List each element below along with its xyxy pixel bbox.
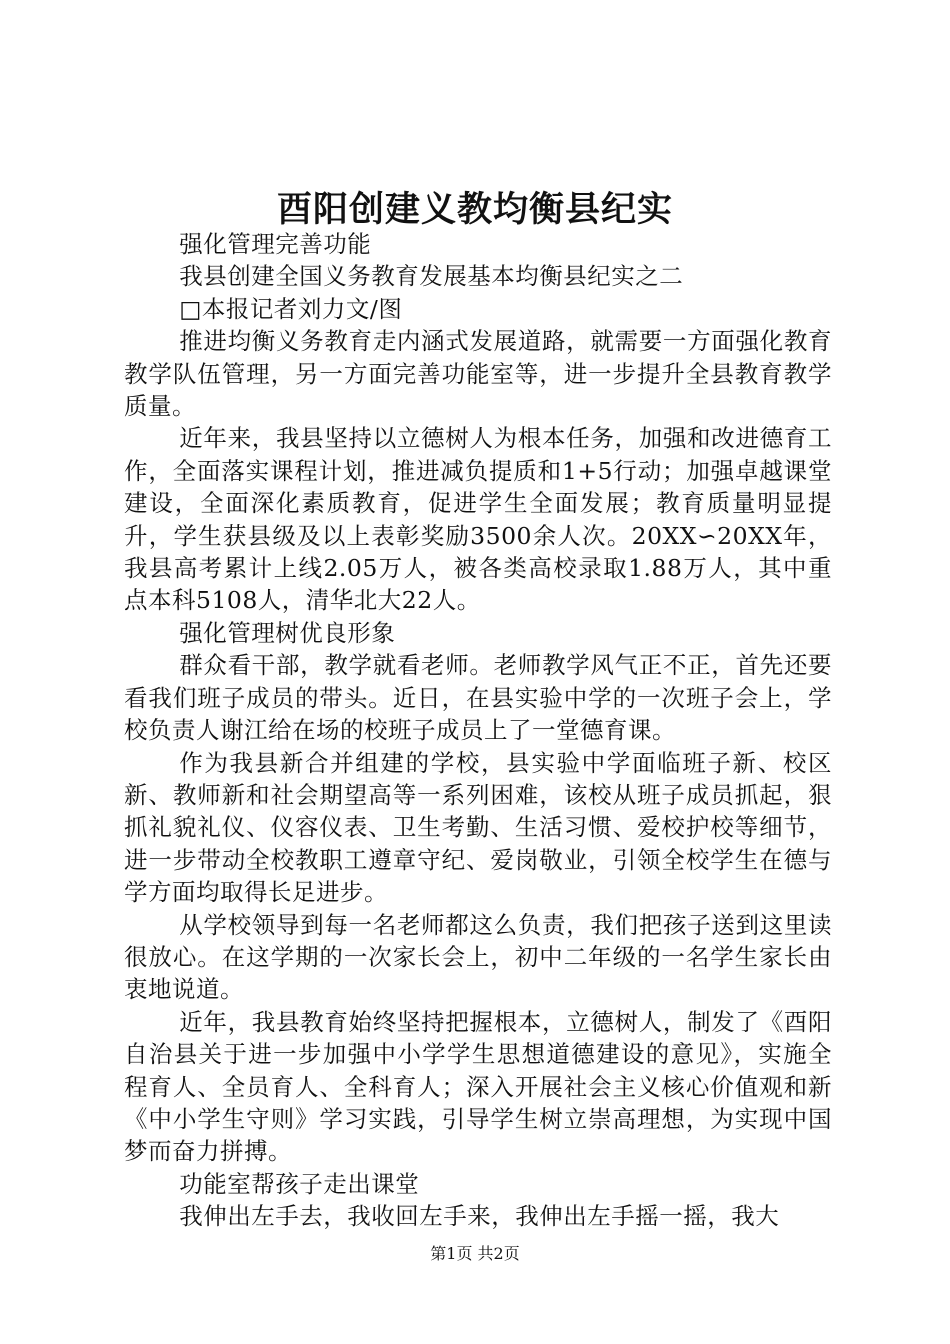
subtitle: 我县创建全国义务教育发展基本均衡县纪实之二 [179,262,684,291]
page-footer: 第1页 共2页 [430,1244,520,1263]
paragraph: 近年来，我县坚持以立德树人为根本任务，加强和改进德育工作，全面落实课程计划，推进减负提质和1+5行动；加强卓越课堂建设，全面深化素质教育，促进学生全面发展；教育质量明显提升，学生获县级及以上表彰奖励3500余人次。20XX∽20XX年，我县高考累计上线2.05万人，被各类高校录取1.88万人，其中重点本科5108人，清华北大22人。 [124,424,832,615]
paragraph: 近年，我县教育始终坚持把握根本，立德树人，制发了《酉阳自治县关于进一步加强中小学学生思想道德建设的意见》，实施全程育人、全员育人、全科育人；深入开展社会主义核心价值观和新《中小学生守则》学习实践，引导学生树立崇高理想，为实现中国梦而奋力拼搏。 [124,1007,832,1166]
section-heading: 功能室帮孩子走出课堂 [179,1169,420,1198]
document-body [124,228,832,1233]
section-heading: 强化管理完善功能 [179,230,372,258]
document-title: 酉阳创建义教均衡县纪实 [276,189,673,230]
paragraph: 推进均衡义务教育走内涵式发展道路，就需要一方面强化教育教学队伍管理，另一方面完善功能室等，进一步提升全县教育教学质量。 [124,327,832,421]
paragraph: 我伸出左手去，我收回左手来，我伸出左手摇一摇，我大 [179,1202,780,1231]
paragraph: 从学校领导到每一名老师都这么负责，我们把孩子送到这里读很放心。在这学期的一次家长会上，初中二年级的一名学生家长由衷地说道。 [124,910,832,1004]
paragraph: 群众看干部，教学就看老师。老师教学风气正不正，首先还要看我们班子成员的带头。近日，在县实验中学的一次班子会上，学校负责人谢江给在场的校班子成员上了一堂德育课。 [124,651,832,745]
section-heading: 强化管理树优良形象 [179,618,396,647]
paragraph: 作为我县新合并组建的学校，县实验中学面临班子新、校区新、教师新和社会期望高等一系列困难，该校从班子成员抓起，狠抓礼貌礼仪、仪容仪表、卫生考勤、生活习惯、爱校护校等细节，进一步带动全校教职工遵章守纪、爱岗敬业，引领全校学生在德与学方面均取得长足进步。 [124,748,832,907]
byline: □本报记者刘力文/图 [179,294,403,323]
